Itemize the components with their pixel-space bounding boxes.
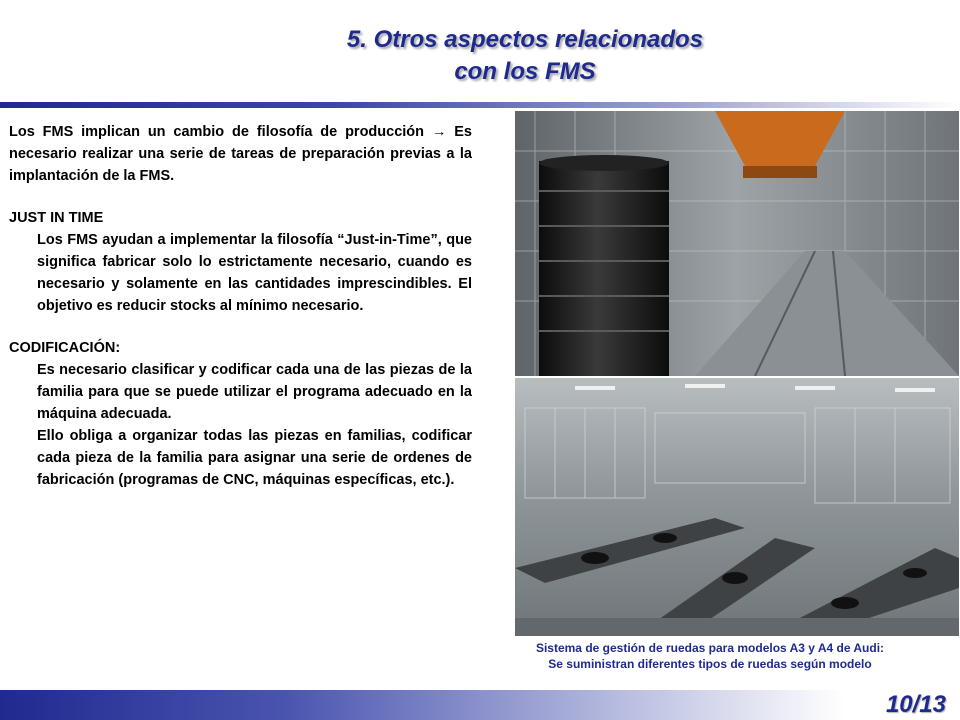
slide-title [170, 24, 880, 88]
section-heading-codificacion: CODIFICACIÓN: [9, 340, 121, 356]
photo-caption-line-2: Se suministran diferentes tipos de ruedas según modelo [548, 657, 872, 671]
body-text [9, 121, 472, 491]
photo-caption [465, 640, 955, 672]
photo-caption-line-1: Sistema de gestión de ruedas para modelos A3 y A4 de Audi: [535, 641, 885, 655]
codificacion-paragraph-1: Es necesario clasificar y codificar cada una de las piezas de la familia para que se puede utilizar el programa adecuado en la máquina adecuada. [37, 362, 472, 422]
jit-paragraph: Los FMS ayudan a implementar la filosofía “Just-in-Time”, que significa fabricar solo lo estrictamente necesario, cuando es necesario y solamente en las cantidades imprescindibles. El objetivo es reducir stocks al mínimo necesario. [37, 232, 472, 314]
slide-title-line-2: con los FMS [454, 58, 596, 85]
footer-bar [0, 690, 960, 720]
conveyor-hall-illustration [515, 378, 959, 636]
section-heading-jit: JUST IN TIME [9, 210, 104, 226]
conveyor-hall-photo [515, 378, 959, 636]
intro-paragraph: Los FMS implican un cambio de filosofía de producción → Es necesario realizar una serie de tareas de preparación previas a la implantación de la FMS. [9, 124, 472, 184]
tyre-stack-illustration [515, 111, 959, 376]
top-divider [0, 102, 960, 108]
tyre-stack-photo [515, 111, 959, 376]
page-number: 10/13 [885, 691, 946, 718]
slide-title-line-1: 5. Otros aspectos relacionados [346, 26, 704, 53]
codificacion-paragraph-2: Ello obliga a organizar todas las piezas en familias, codificar cada pieza de la familia para asignar una serie de ordenes de fabricación (programas de CNC, máquinas específicas, etc.). [37, 428, 472, 488]
